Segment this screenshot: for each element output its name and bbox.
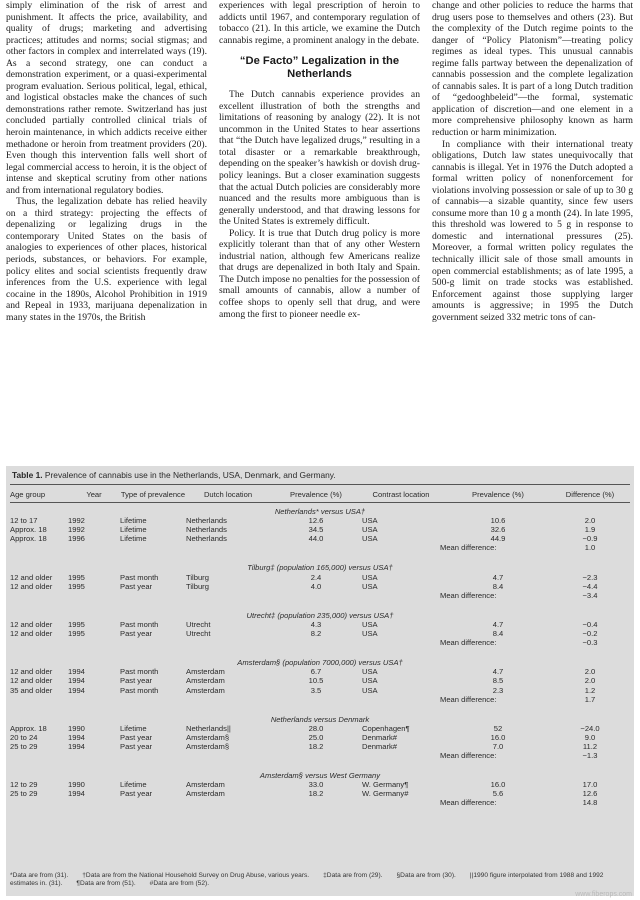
table-row [10,620,630,629]
watermark: www.fiberops.com [575,891,632,898]
table-cell: 17.0 [582,780,598,790]
table-row [10,733,630,742]
table-cell: −0.4 [582,619,598,629]
table-cell: −24.0 [580,723,600,733]
group-spacer [10,760,630,767]
table-cell: Denmark# [362,741,398,751]
mean-difference-value: 1.0 [584,543,596,553]
table-cell: Lifetime [120,525,147,535]
table-cell: Past year [120,581,153,591]
table-cell: 52 [493,723,503,733]
table-cell: 12 and older [10,619,53,629]
table-cell: Netherlands [186,516,227,526]
table-cell: 12.6 [308,516,324,526]
footnote-item: #Data are from (52). [149,880,210,887]
table-cell: Utrecht [186,629,211,639]
footnote-item: ||1990 figure interpolated from 1988 and 1992 estimates in. (31). [10,872,604,887]
table-cell: 18.2 [308,789,324,799]
group-spacer [10,704,630,711]
table-cell: 20 to 24 [10,732,38,742]
table-row [10,780,630,789]
mean-difference-row [10,695,630,704]
group-heading: Utrecht‡ (population 235,000) versus USA† [246,610,394,620]
paragraph: experiences with legal prescription of heroin to addicts until 1967, and contemporary regulation of tobacco (21). In this article, we examine the Dutch cannabis regime, a prominent analogy in the debate. [219,0,420,46]
table-cell: −4.4 [582,581,598,591]
table-cell: W. Germany¶ [362,780,409,790]
table-cell: USA [362,619,378,629]
table-cell: 8.4 [492,581,504,591]
table-row [10,629,630,638]
table-cell: Amsterdam [186,676,225,686]
table-cell: USA [362,667,378,677]
table-cell: Tilburg [186,572,209,582]
mean-difference-label: Mean difference: [440,638,497,648]
table-cell: 8.4 [492,629,504,639]
table-cell: 44.0 [308,534,324,544]
column-header: Dutch location [203,490,253,499]
table-cell: Past year [120,629,153,639]
table-cell: Approx. 18 [10,525,47,535]
mean-difference-label: Mean difference: [440,751,497,761]
table-cell: USA [362,685,378,695]
table-cell: 18.2 [308,741,324,751]
table-cell: Amsterdam§ [186,732,230,742]
mean-difference-value: 1.7 [584,694,596,704]
column-header: Difference (%) [565,490,615,499]
table-cell: Lifetime [120,534,147,544]
footnote-item: ‡Data are from (29). [323,872,383,879]
table-cell: 2.3 [492,685,504,695]
table-cell: 32.6 [490,525,506,535]
table-cell: USA [362,676,378,686]
table-cell: 4.3 [310,619,322,629]
table-cell: Past month [120,619,159,629]
table-cell: 1.9 [584,525,596,535]
table-cell: 1994 [68,676,85,686]
table-cell: USA [362,516,378,526]
table-cell: 1995 [68,629,85,639]
mean-difference-row [10,638,630,647]
mean-difference-label: Mean difference: [440,798,497,808]
table-row [10,742,630,751]
paragraph: The Dutch cannabis experience provides an excellent illustration of both the strengths and limitations of reasoning by analogy (22). It is not uncommon in the United States to hear assertions that “the Dutch have legalized drugs,” resulting in a total disaster or a remarkable breakthrough, depending on the speaker’s hawkish or dovish drug-policy leanings. But a closer examination suggests that the actual Dutch policies are considerably more nuanced and the results more ambiguous than is generally understood, and that drawing lessons for the United States is extremely difficult. [219,89,420,228]
table-cell: 10.5 [308,676,324,686]
column-header: Year [86,490,102,499]
article-body [6,0,634,455]
table-row [10,667,630,676]
mean-spacer [10,591,440,600]
footnote-item: §Data are from (30). [396,872,456,879]
table-cell: 4.7 [492,572,504,582]
table-footnotes [10,872,630,888]
table-cell: 1990 [68,780,85,790]
table-cell: −0.2 [582,629,598,639]
mean-spacer [10,638,440,647]
table-caption [6,466,634,480]
table-cell: 12.6 [582,789,598,799]
table-row [10,724,630,733]
paragraph: Thus, the legalization debate has relied heavily on a third strategy: projecting the effects of depenalizing or legalizing drugs in the contemporary United States on the basis of analogies to experiences of other places, historical periods, substances, or behaviors. For example, policy elites and social scientists frequently draw inferences from the U.S. experience with legal cocaine in the 1890s, Alcohol Prohibition in 1919 and Repeal in 1933, marijuana depenalization in many states in the 1970s, the British [6,196,207,323]
table-cell: W. Germany# [362,789,409,799]
table-cell: Amsterdam [186,780,225,790]
footnote-item: †Data are from the National Household Survey on Drug Abuse, various years. [82,872,310,879]
table-cell: Approx. 18 [10,723,47,733]
table-row [10,573,630,582]
group-spacer [10,647,630,654]
table-cell: 6.7 [310,667,322,677]
prevalence-table [6,466,634,896]
table-cell: 1995 [68,619,85,629]
table-cell: 12 and older [10,572,53,582]
table-cell: 8.5 [492,676,504,686]
table-row [10,686,630,695]
group-heading: Netherlands versus Denmark [270,714,370,724]
table-cell: 8.2 [310,629,322,639]
mean-difference-value: −3.4 [582,590,598,600]
mean-spacer [10,543,440,552]
table-cell: Copenhagen¶ [362,723,410,733]
text-column-3 [432,0,633,455]
table-cell: 9.0 [584,732,596,742]
table-cell: USA [362,534,378,544]
column-header: Contrast location [372,490,430,499]
table-row [10,789,630,798]
table-label: Table 1. [12,470,43,480]
column-header: Prevalence (%) [290,490,342,499]
table-cell: Approx. 18 [10,534,47,544]
table-caption-text: Prevalence of cannabis use in the Netherlands, USA, Denmark, and Germany. [44,470,336,480]
table-cell: 28.0 [308,723,324,733]
table-cell: Netherlands|| [186,723,231,733]
table-cell: 1995 [68,572,85,582]
table-cell: −0.9 [582,534,598,544]
table-cell: 1994 [68,741,85,751]
mean-difference-row [10,543,630,552]
table-cell: 11.2 [582,741,598,751]
mean-difference-row [10,798,630,807]
table-row [10,525,630,534]
table-cell: Past year [120,789,153,799]
table-cell: Amsterdam [186,789,225,799]
table-cell: 2.4 [310,572,322,582]
table-cell: Past month [120,667,159,677]
table-cell: USA [362,572,378,582]
table-cell: 16.0 [490,732,506,742]
table-cell: 12 and older [10,581,53,591]
table-cell: 1990 [68,723,85,733]
table-cell: 4.7 [492,667,504,677]
table-cell: Netherlands [186,534,227,544]
footnote-item: *Data are from (31). [10,872,69,879]
table-cell: Lifetime [120,723,147,733]
column-header: Age group [10,490,46,499]
table-cell: 25.0 [308,732,324,742]
table-cell: Past year [120,732,153,742]
group-heading: Netherlands* versus USA† [274,507,366,516]
mean-difference-row [10,751,630,760]
section-heading: “De Facto” Legalization in the Netherlands [239,55,400,81]
mean-difference-value: 14.8 [582,798,598,808]
table-header-row [6,485,634,502]
mean-spacer [10,695,440,704]
table-cell: Amsterdam [186,685,225,695]
column-header: Type of prevalence [120,490,186,499]
table-cell: 1994 [68,732,85,742]
table-cell: Lifetime [120,780,147,790]
table-cell: Amsterdam [186,667,225,677]
table-cell: 1996 [68,534,85,544]
group-spacer [10,600,630,607]
table-cell: 25 to 29 [10,741,38,751]
table-rule [10,502,630,503]
table-row [10,676,630,685]
table-cell: USA [362,525,378,535]
mean-spacer [10,751,440,760]
table-cell: Past year [120,741,153,751]
mean-difference-label: Mean difference: [440,543,497,553]
table-row [10,516,630,525]
footnote-item: ¶Data are from (51). [76,880,136,887]
group-heading: Amsterdam§ versus West Germany [259,771,381,781]
table-cell: 12 to 29 [10,780,38,790]
mean-spacer [10,798,440,807]
table-cell: 12 and older [10,667,53,677]
table-cell: 1992 [68,525,85,535]
table-cell: −2.3 [582,572,598,582]
table-cell: 12 and older [10,676,53,686]
table-cell: 10.6 [490,516,506,526]
paragraph: Policy. It is true that Dutch drug policy is more explicitly tolerant than that of any other Western industrial nation, although few Americans realize that drugs are depenalized in both Italy and Spain. The Dutch impose no penalties for the possession of small amounts of cannabis, allow a number of coffee shops to openly sell that drug, and were among the first to pioneer needle ex- [219,227,420,320]
table-cell: Denmark# [362,732,398,742]
column-header: Prevalence (%) [472,490,524,499]
text-column-2 [219,0,420,455]
table-row [10,534,630,543]
table-cell: 12 to 17 [10,516,38,526]
table-cell: Past month [120,685,159,695]
table-cell: 34.5 [308,525,324,535]
table-body [6,507,634,808]
table-cell: Lifetime [120,516,147,526]
paragraph: simply elimination of the risk of arrest and punishment. It affects the price, availability, and quality of drugs; marketing and advertising practices; attitudes and norms; social stigmas; and other factors in complex and interrelated ways (19). As a second strategy, one can conduct a demonstration experiment, or a quasi-experimental program evaluation. Serious political, legal, ethical, and logistical obstacles make the chances of such demonstrations rather remote. Switzerland has just concluded partially controlled clinical trials of heroin maintenance, in which addicts receive either methadone or heroin from treatment providers (20). Even though this intervention falls well short of legal commercial access to heroin, it is the object of intense and skeptical scrutiny from other nations and from international regulatory bodies. [6,0,207,196]
table-cell: Utrecht [186,619,211,629]
table-cell: 1995 [68,581,85,591]
mean-difference-label: Mean difference: [440,694,497,704]
table-cell: 1994 [68,685,85,695]
table-cell: 2.0 [584,516,596,526]
group-spacer [10,552,630,559]
table-cell: 1992 [68,516,85,526]
table-cell: 4.0 [310,581,322,591]
group-heading: Tilburg‡ (population 165,000) versus USA† [247,563,393,573]
table-cell: 44.9 [490,534,506,544]
table-cell: Past year [120,676,153,686]
table-cell: 7.0 [492,741,504,751]
table-cell: 2.0 [584,676,596,686]
mean-difference-label: Mean difference: [440,590,497,600]
table-cell: Amsterdam§ [186,741,230,751]
text-column-1 [6,0,207,455]
table-cell: 16.0 [490,780,506,790]
table-cell: 33.0 [308,780,324,790]
table-cell: 1994 [68,789,85,799]
mean-difference-row [10,591,630,600]
table-cell: USA [362,581,378,591]
table-cell: 3.5 [310,685,322,695]
table-cell: 25 to 29 [10,789,38,799]
table-cell: 12 and older [10,629,53,639]
group-heading: Amsterdam§ (population 7000,000) versus USA† [237,658,403,668]
table-cell: 2.0 [584,667,596,677]
table-cell: 5.6 [492,789,504,799]
mean-difference-value: −1.3 [582,751,598,761]
table-cell: Tilburg [186,581,209,591]
paragraph: In compliance with their international treaty obligations, Dutch law states unequivocally that cannabis is illegal. Yet in 1976 the Dutch adopted a formal written policy of nonenforcement for violations involving possession or sale of up to 30 g of cannabis—a sizable quantity, since few users consume more than 10 g a month (24). In late 1995, this threshold was lowered to 5 g in response to domestic and international pressures (25). Moreover, a formal written policy regulates the technically illicit sale of those small amounts in open commercial establishments; as of late 1995, a 500-g limit on trade stocks was established. Enforcement against those supplying larger amounts is aggressive; in 1995 the Dutch government seized 332 metric tons of can- [432,138,633,323]
table-cell: 4.7 [492,619,504,629]
table-row [10,582,630,591]
table-cell: Netherlands [186,525,227,535]
table-cell: 1994 [68,667,85,677]
table-cell: Past month [120,572,159,582]
table-cell: 1.2 [584,685,596,695]
paragraph: change and other policies to reduce the harms that drug users pose to themselves and others (23). But the complexity of the Dutch regime points to the danger of “Policy Platonism”—treating policy regimes as ideal types. This unusual cannabis regime falls partway between the depenalization of cannabis possession and the complete legalization of cannabis sales. It is part of a long Dutch tradition of “gedooghbeleid”—the formal, systematic application of discretion—and one element in a more comprehensive philosophy known as harm reduction or harm minimization. [432,0,633,139]
mean-difference-value: −0.3 [582,638,598,648]
table-cell: USA [362,629,378,639]
table-cell: 35 and older [10,685,53,695]
